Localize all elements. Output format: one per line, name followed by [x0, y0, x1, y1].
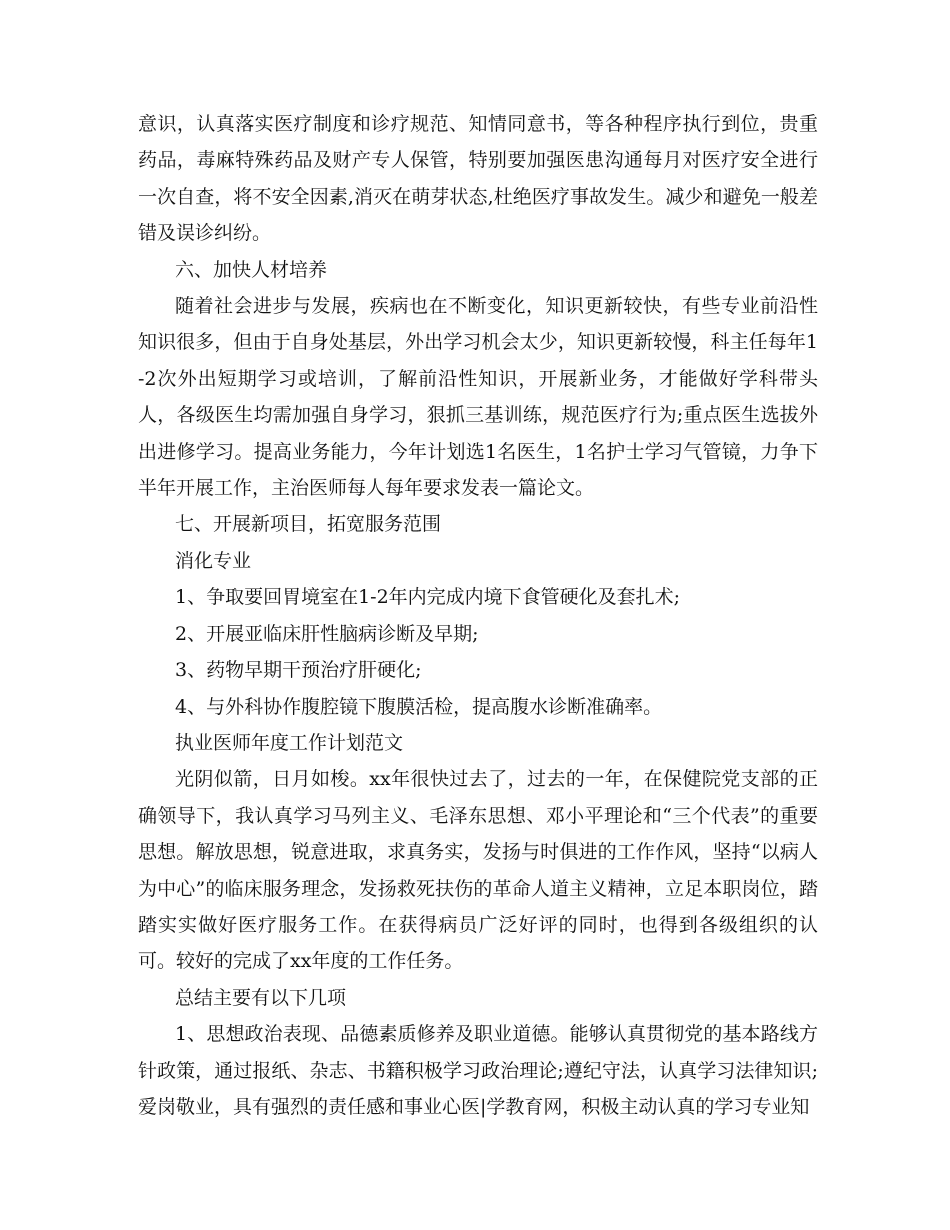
list-item-3: 3、药物早期干预治疗肝硬化; — [175, 659, 422, 682]
paragraph-safety-continued: 意识，认真落实医疗制度和诊疗规范、知情同意书，等各种程序执行到位，贵重药品，毒麻特殊药品及财产专人保管，特别要加强医患沟通每月对医疗安全进行一次自查，将不安全因素,消灭在萌芽状态,杜绝医疗事故发生。减少和避免一般差错及误诊纠纷。 — [138, 113, 818, 245]
list-item-4: 4、与外科协作腹腔镜下腹膜活检，提高腹水诊断准确率。 — [175, 695, 663, 718]
list-item-1: 1、争取要回胃境室在1-2年内完成内境下食管硬化及套扎术; — [175, 586, 681, 609]
document-body — [138, 106, 818, 1125]
paragraph-political: 1、思想政治表现、品德素质修养及职业道德。能够认真贯彻党的基本路线方针政策，通过报纸、杂志、书籍积极学习政治理论;遵纪守法，认真学习法律知识;爱岗敬业，具有强烈的责任感和事业心医|学教育网，积极主动认真的学习专业知 — [138, 1023, 818, 1118]
section-heading-new-projects: 七、开展新项目，拓宽服务范围 — [175, 513, 442, 536]
summary-heading: 总结主要有以下几项 — [175, 986, 347, 1009]
list-item-2: 2、开展亚临床肝性脑病诊断及早期; — [175, 622, 479, 645]
paragraph-talent: 随着社会进步与发展，疾病也在不断变化，知识更新较快，有些专业前沿性知识很多，但由于自身处基层，外出学习机会太少，知识更新较慢，科主任每年1-2次外出短期学习或培训，了解前沿性知识，开展新业务，才能做好学科带头人，各级医生均需加强自身学习，狠抓三基训练，规范医疗行为;重点医生选拔外出进修学习。提高业务能力，今年计划选1名医生，1名护士学习气管镜，力争下半年开展工作，主治医师每人每年要求发表一篇论文。 — [138, 295, 818, 500]
article-title: 执业医师年度工作计划范文 — [175, 731, 404, 754]
subheading-digestive: 消化专业 — [175, 549, 252, 572]
section-heading-talent: 六、加快人材培养 — [175, 258, 328, 281]
paragraph-intro: 光阴似箭，日月如梭。xx年很快过去了，过去的一年，在保健院党支部的正确领导下，我认真学习马列主义、毛泽东思想、邓小平理论和“三个代表”的重要思想。解放思想，锐意进取，求真务实，发扬与时俱进的工作作风，坚持“以病人为中心”的临床服务理念，发扬救死扶伤的革命人道主义精神，立足本职岗位，踏踏实实做好医疗服务工作。在获得病员广泛好评的同时，也得到各级组织的认可。较好的完成了xx年度的工作任务。 — [138, 768, 818, 973]
